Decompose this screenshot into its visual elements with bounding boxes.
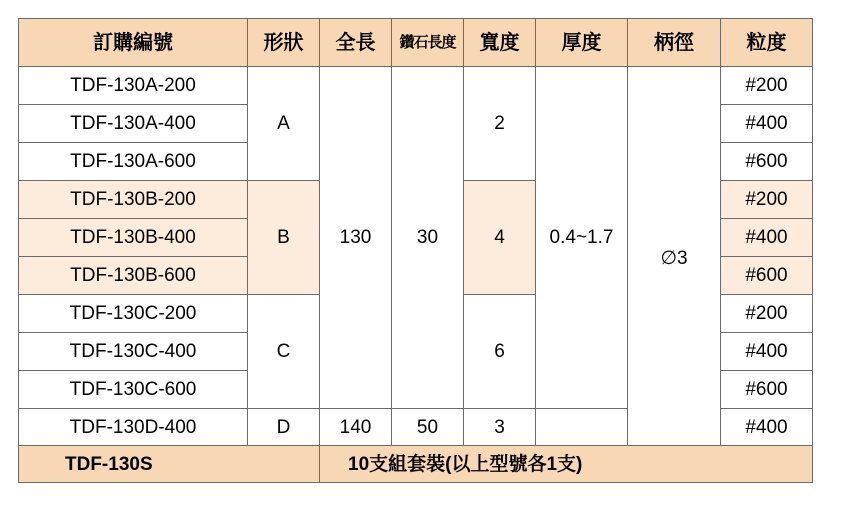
diamond-length-cell-abc: 30 [392, 67, 464, 409]
diamond-length-cell-d: 50 [392, 409, 464, 446]
shape-cell-c: C [248, 295, 320, 409]
shank-diameter-cell: ∅3 [628, 67, 721, 446]
grit-cell: #600 [721, 371, 813, 409]
table-row [19, 67, 813, 105]
thickness-cell-abc: 0.4~1.7 [536, 67, 628, 409]
grit-cell: #200 [721, 181, 813, 219]
grit-cell: #400 [721, 409, 813, 446]
header-shank-diameter: 柄徑 [628, 19, 721, 67]
order-no-cell: TDF-130B-400 [19, 219, 248, 257]
shape-cell-b: B [248, 181, 320, 295]
total-length-cell-abc: 130 [320, 67, 392, 409]
grit-cell: #400 [721, 105, 813, 143]
header-order-no: 訂購編號 [19, 19, 248, 67]
order-no-cell: TDF-130A-600 [19, 143, 248, 181]
grit-cell: #400 [721, 219, 813, 257]
order-no-cell: TDF-130D-400 [19, 409, 248, 446]
shape-cell-d: D [248, 409, 320, 446]
header-thickness: 厚度 [536, 19, 628, 67]
grit-cell: #200 [721, 67, 813, 105]
width-cell-d: 3 [464, 409, 536, 446]
width-cell-c: 6 [464, 295, 536, 409]
total-length-cell-d: 140 [320, 409, 392, 446]
grit-cell: #400 [721, 333, 813, 371]
footer-row [19, 446, 813, 483]
order-no-cell: TDF-130B-200 [19, 181, 248, 219]
order-no-cell: TDF-130C-600 [19, 371, 248, 409]
order-no-cell: TDF-130A-400 [19, 105, 248, 143]
header-row [19, 19, 813, 67]
order-no-cell: TDF-130A-200 [19, 67, 248, 105]
grit-cell: #600 [721, 143, 813, 181]
header-shape: 形狀 [248, 19, 320, 67]
header-width: 寬度 [464, 19, 536, 67]
set-description: 10支組套裝(以上型號各1支) [320, 446, 813, 483]
width-cell-a: 2 [464, 67, 536, 181]
spec-table [18, 18, 813, 483]
grit-cell: #200 [721, 295, 813, 333]
header-diamond-length: 鑽石長度 [392, 19, 464, 67]
set-code: TDF-130S [19, 446, 320, 483]
thickness-cell-d [536, 409, 628, 446]
order-no-cell: TDF-130C-400 [19, 333, 248, 371]
order-no-cell: TDF-130C-200 [19, 295, 248, 333]
width-cell-b: 4 [464, 181, 536, 295]
grit-cell: #600 [721, 257, 813, 295]
order-no-cell: TDF-130B-600 [19, 257, 248, 295]
header-total-length: 全長 [320, 19, 392, 67]
shape-cell-a: A [248, 67, 320, 181]
header-grit: 粒度 [721, 19, 813, 67]
